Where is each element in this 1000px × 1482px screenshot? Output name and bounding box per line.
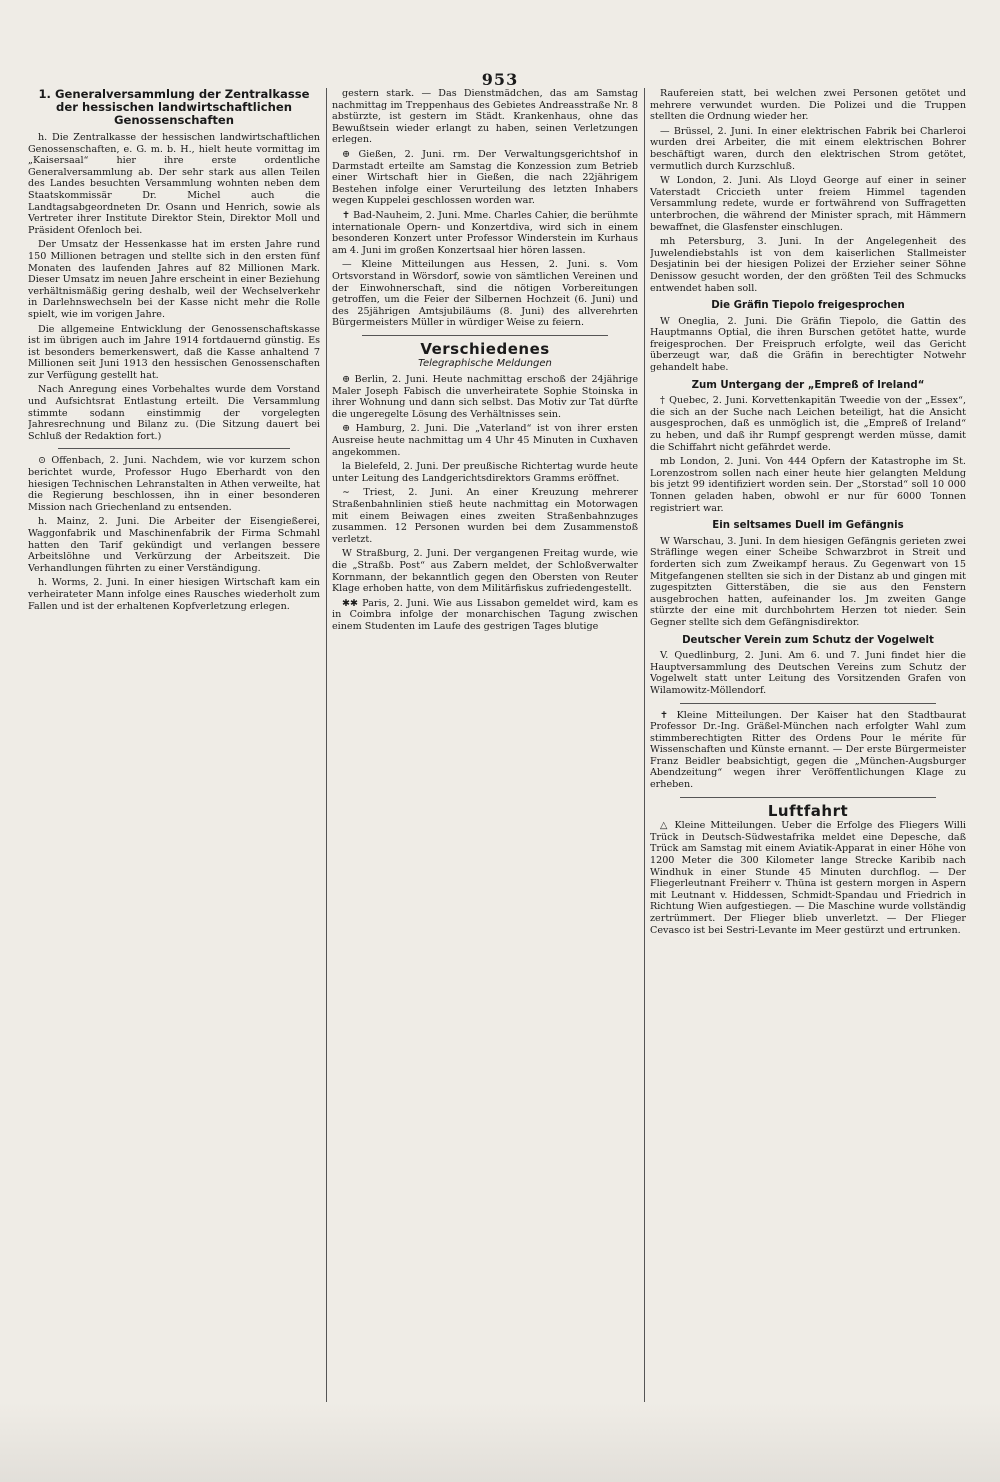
article-paragraph: Der Umsatz der Hessenkasse hat im ersten Jahre rund 150 Millionen betragen und stellte sich in den ersten fünf Monaten des laufenden Jahres auf 82 Millionen Mark. Dieser Umsatz im neuen Jahre erscheint in einer Beziehung verhältnismäßig gering deshalb, weil der Wechselverkehr in Darlehnswechseln bei der Kasse nicht mehr die Rolle spielt, wie im vorigen Jahre.: [28, 239, 320, 320]
divider: [680, 703, 936, 704]
article-paragraph: mh Petersburg, 3. Juni. In der Angelegenheit des Juwelendiebstahls ist von dem kaiserlichen Stallmeister Desjatinin bei der hiesigen Polizei der Erzieher seiner Söhne Denissow gesucht worden, der den größten Teil des Schmucks entwendet haben soll.: [650, 236, 966, 294]
article-paragraph: gestern stark. — Das Dienstmädchen, das am Samstag nachmittag im Treppenhaus des Gebietes Andreasstraße Nr. 8 abstürzte, ist gestern im Städt. Krankenhaus, ohne das Bewußtsein wieder erlangt zu haben, seinen Verletzungen erlegen.: [332, 88, 638, 146]
article-paragraph: △ Kleine Mitteilungen. Ueber die Erfolge des Fliegers Willi Trück in Deutsch-Südwestafrika meldet eine Depesche, daß Trück am Samstag mit einem Aviatik-Apparat in einer Höhe von 1200 Meter die 300 Kilometer lange Strecke Karibib nach Windhuk in einer Stunde 45 Minuten durchflog. — Der Fliegerleutnant Freiherr v. Thüna ist gestern morgen in Aspern mit Leutnant v. Hiddessen, Schmidt-Spandau und Friedrich in Richtung Wien aufgestiegen. — Die Maschine wurde vollständig zertrümmert. Der Flieger blieb unverletzt. — Der Flieger Cevasco ist bei Sestri-Levante im Meer gestürzt und ertrunken.: [650, 820, 966, 936]
article-paragraph: Die allgemeine Entwicklung der Genossenschaftskasse ist im übrigen auch im Jahre 1914 fortdauernd günstig. Es ist besonders bemerkenswert, daß die Kasse anhaltend 7 Millionen seit Juni 1913 den hessischen Genossenschaften zur Verfügung gestellt hat.: [28, 323, 320, 381]
telegram-item: ⊕ Hamburg, 2. Juni. Die „Vaterland“ ist von ihrer ersten Ausreise heute nachmittag um 4 Uhr 45 Minuten in Cuxhaven angekommen.: [332, 423, 638, 458]
article-paragraph: — Brüssel, 2. Juni. In einer elektrischen Fabrik bei Charleroi wurden drei Arbeiter, die mit einem elektrischen Bohrer beschäftigt waren, durch den elektrischen Strom getötet, vermutlich durch Kurzschluß.: [650, 125, 966, 172]
section-subtitle: Telegraphische Meldungen: [418, 358, 552, 370]
section-title: Verschiedenes: [420, 339, 550, 358]
telegram-item: la Bielefeld, 2. Juni. Der preußische Richtertag wurde heute unter Leitung des Landgerichtsdirektors Gramms eröffnet.: [332, 461, 638, 484]
article-paragraph: W Warschau, 3. Juni. In dem hiesigen Gefängnis gerieten zwei Sträflinge wegen einer Scheibe Schwarzbrot in Streit und forderten sich zum Zweikampf heraus. Zu Gegenwart von 15 Mitgefangenen stellten sie sich in der Distanz ab und gingen mit zugespitzten Gitterstäben, die sie aus den Fenstern ausgebrochen hatten, aufeinander los. Jm zweiten Gange stürzte der eine mit durchbohrtem Herzen tot nieder. Sein Gegner stellte sich dem Gefängnisdirektor.: [650, 535, 966, 628]
page-margin: [0, 1402, 1000, 1482]
divider: [58, 448, 290, 449]
article-paragraph: ✝ Kleine Mitteilungen. Der Kaiser hat den Stadtbaurat Professor Dr.-Ing. Gräßel-München nach erfolgter Wahl zum stimmberechtigten Ritter des Ordens Pour le mérite für Wissenschaften und Künste ernannt. — Der erste Bürgermeister Franz Beidler beabsichtigt, gegen die „München-Augsburger Abendzeitung“ wegen ihrer Veröffentlichungen Klage zu erheben.: [650, 709, 966, 791]
column-3: [650, 88, 966, 1402]
article-paragraph: W London, 2. Juni. Als Lloyd George auf einer in seiner Vaterstadt Criccieth unter freiem Himmel tagenden Versammlung redete, wurde er fortwährend von Suffragetten unterbrochen, die während der Minister sprach, mit Hämmern bewaffnet, die Glasfenster einschlugen.: [650, 175, 966, 233]
article-paragraph: h. Worms, 2. Juni. In einer hiesigen Wirtschaft kam ein verheirateter Mann infolge eines Rausches wiederholt zum Fallen und ist der erhaltenen Kopfverletzung erlegen.: [28, 577, 320, 612]
column-2: [332, 88, 638, 1402]
telegram-item: ∼ Triest, 2. Juni. An einer Kreuzung mehrerer Straßenbahnlinien stieß heute nachmittag ein Motorwagen mit einem Beiwagen eines zweiten Straßenbahnzuges zusammen. 12 Personen wurden bei dem Zusammenstoß verletzt.: [332, 487, 638, 545]
article-paragraph: mb London, 2. Juni. Von 444 Opfern der Katastrophe im St. Lorenzostrom sollen nach einer heute hier gelangten Meldung bis jetzt 99 identifiziert worden sein. Der „Storstad“ soll 10 000 Tonnen geladen haben, obwohl er nur für 6000 Tonnen registriert war.: [650, 456, 966, 514]
telegram-item: W Straßburg, 2. Juni. Der vergangenen Freitag wurde, wie die „Straßb. Post“ aus Zabern meldet, der Schloßverwalter Kornmann, der bekanntlich gegen den Obersten von Reuter Klage erhoben hatte, von dem Militärfiskus zufriedengestellt.: [332, 548, 638, 595]
article-paragraph: ⊙ Offenbach, 2. Juni. Nachdem, wie vor kurzem schon berichtet wurde, Professor Hugo Eberhardt von den hiesigen Technischen Lehranstalten in Athen verweilte, hat die Regierung beschlossen, ihn in einer besonderen Mission nach Griechenland zu entsenden.: [28, 455, 320, 513]
telegram-item: ⊕ Berlin, 2. Juni. Heute nachmittag erschoß der 24jährige Maler Joseph Fabisch die unverheiratete Sophie Stoinska in ihrer Wohnung und dann sich selbst. Das Motiv zur Tat dürfte die ungeregelte Lösung des Verhältnisses sein.: [332, 374, 638, 420]
divider: [680, 797, 936, 798]
column-rule: [644, 88, 645, 1402]
article-paragraph: — Kleine Mitteilungen aus Hessen, 2. Juni. s. Vom Ortsvorstand in Wörsdorf, sowie von sämtlichen Vereinen und der Einwohnerschaft, sind die nötigen Vorbereitungen getroffen, um die Feier der Silbernen Hochzeit (6. Juni) und des 25jährigen Amtsjubiläums (8. Juni) des allverehrten Bürgermeisters Müller in würdiger Weise zu feiern.: [332, 259, 638, 329]
article-paragraph: h. Die Zentralkasse der hessischen landwirtschaftlichen Genossenschaften, e. G. m. b. H., hielt heute vormittag im „Kaisersaal“ hier ihre erste ordentliche Generalversammlung ab. Der sehr stark aus allen Teilen des Landes besuchten Versammlung wohnten neben dem Staatskommissär Dr. Michel auch die Landtagsabgeordneten Dr. Osann und Henrich, sowie als Vertreter ihrer Institute Direktor Stein, Direktor Moll und Präsident Ofenloch bei.: [28, 132, 320, 236]
subheading: Ein seltsames Duell im Gefängnis: [712, 520, 904, 532]
telegram-item: ✱✱ Paris, 2. Juni. Wie aus Lissabon gemeldet wird, kam es in Coimbra infolge der monarchischen Tagung zwischen einem Studenten im Laufe des gestrigen Tages blutige: [332, 597, 638, 632]
article-headline: 1. Generalversammlung der Zentralkasse der hessischen landwirtschaftlichen Genossenschaften: [38, 88, 310, 127]
page-number: 953: [481, 70, 519, 89]
column-1: [28, 88, 320, 1402]
article-paragraph: ⊕ Gießen, 2. Juni. rm. Der Verwaltungsgerichtshof in Darmstadt erteilte am Samstag die Konzession zum Betrieb einer Wirtschaft hier in Gießen, die nach 22jährigem Bestehen infolge einer Verurteilung des letzten Inhabers wegen Kuppelei geschlossen worden war.: [332, 148, 638, 207]
article-paragraph: Raufereien statt, bei welchen zwei Personen getötet und mehrere verwundet wurden. Die Polizei und die Truppen stellten die Ordnung wieder her.: [650, 88, 966, 123]
section-title: Luftfahrt: [767, 801, 849, 820]
article-paragraph: W Oneglia, 2. Juni. Die Gräfin Tiepolo, die Gattin des Hauptmanns Optial, die ihren Burschen getötet hatte, wurde freigesprochen. Der Freispruch erfolgte, weil das Gericht überzeugt war, daß die Gräfin in berechtigter Notwehr gehandelt habe.: [650, 315, 966, 374]
subheading: Zum Untergang der „Empreß of Ireland“: [691, 379, 925, 391]
article-paragraph: V. Quedlinburg, 2. Juni. Am 6. und 7. Juni findet hier die Hauptversammlung des Deutschen Vereins zum Schutz der Vogelwelt statt unter Leitung des Vorsitzenden Grafen von Wilamowitz-Möllendorf.: [650, 650, 966, 696]
column-rule: [326, 88, 327, 1402]
divider: [362, 335, 608, 336]
article-paragraph: h. Mainz, 2. Juni. Die Arbeiter der Eisengießerei, Waggonfabrik und Maschinenfabrik der Firma Schmahl hatten den Tarif gekündigt und verlangen bessere Arbeitslöhne und Verkürzung der Arbeitszeit. Die Verhandlungen führten zu einer Verständigung.: [28, 516, 320, 574]
subheading: Die Gräfin Tiepolo freigesprochen: [711, 300, 905, 312]
article-paragraph: Nach Anregung eines Vorbehaltes wurde dem Vorstand und Aufsichtsrat Entlastung erteilt. Die Versammlung stimmte sodann einstimmig der vorgelegten Jahresrechnung und Bilanz zu. (Die Sitzung dauert bei Schluß der Redaktion fort.): [28, 384, 320, 442]
subheading: Deutscher Verein zum Schutz der Vogelwelt: [682, 634, 934, 646]
article-paragraph: † Quebec, 2. Juni. Korvettenkapitän Tweedie von der „Essex“, die sich an der Suche nach Leichen beteiligt, hat die Ansicht ausgesprochen, daß es unmöglich ist, die „Empreß of Ireland“ zu heben, und daß ihr Rumpf gesprengt werden müsse, damit die Schiffahrt nicht gefährdet werde.: [650, 395, 966, 453]
article-paragraph: ✝ Bad-Nauheim, 2. Juni. Mme. Charles Cahier, die berühmte internationale Opern- und Konzertdiva, wird sich in einem besonderen Konzert unter Professor Winderstein im Kurhaus am 4. Juni im großen Konzertsaal hier hören lassen.: [332, 209, 638, 256]
